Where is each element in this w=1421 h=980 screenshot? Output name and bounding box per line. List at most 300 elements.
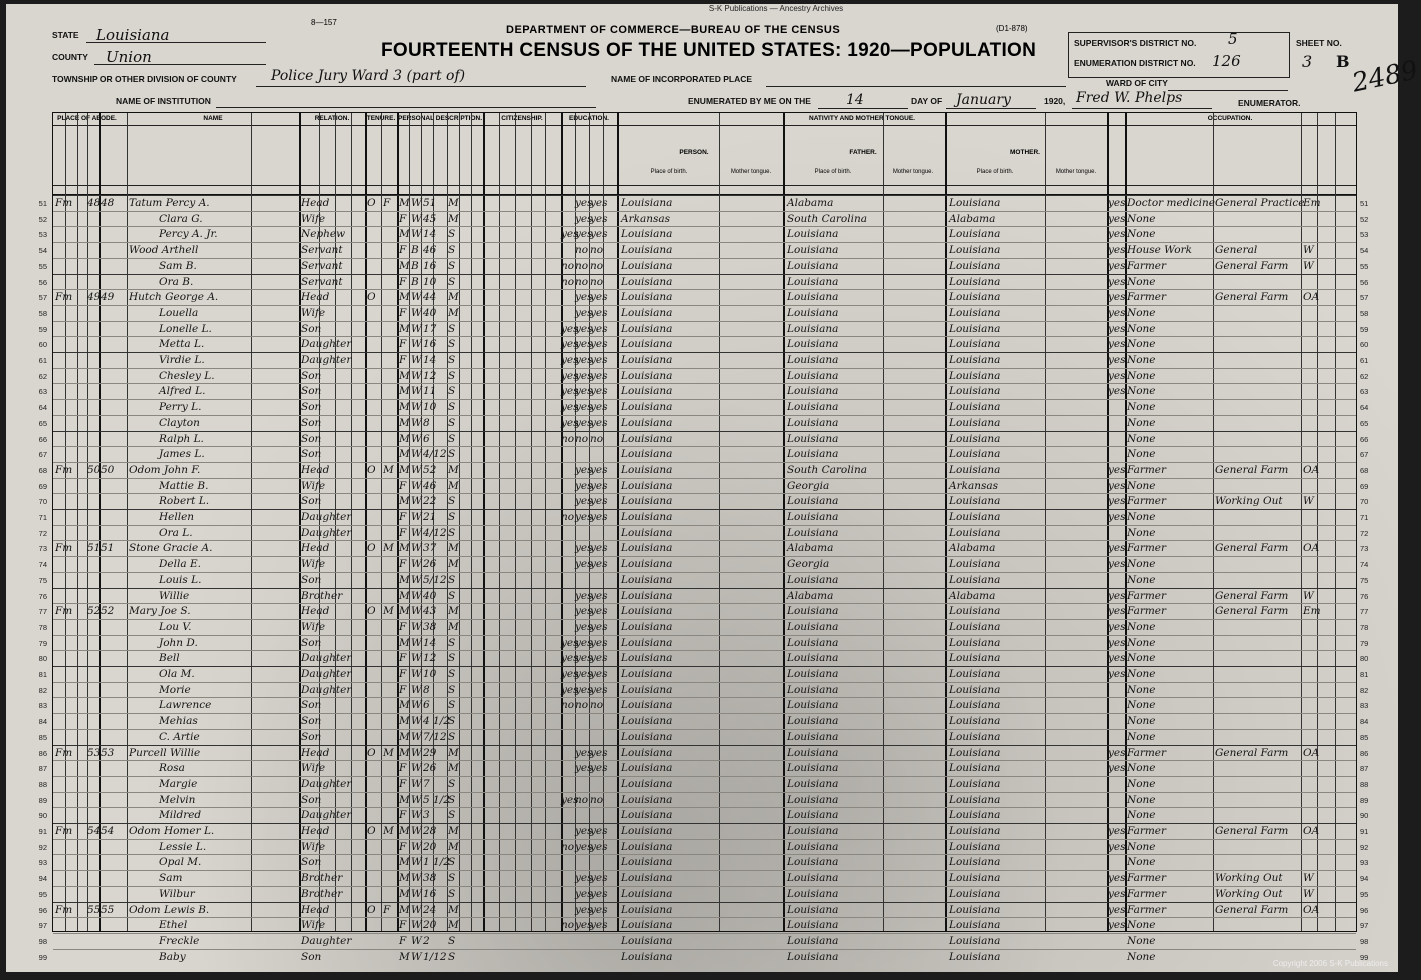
- age-cell: 12: [423, 652, 437, 665]
- relation-cell: Wife: [301, 558, 326, 571]
- relation-cell: Son: [301, 369, 322, 382]
- township-value: Police Jury Ward 3 (part of): [271, 68, 466, 84]
- occupation-cell: House Work: [1127, 244, 1192, 257]
- sex-cell: M: [399, 746, 410, 759]
- birthplace-cell: Louisiana: [621, 511, 673, 523]
- mother-birthplace-cell: Louisiana: [949, 715, 1001, 728]
- father-birthplace-cell: Louisiana: [787, 573, 839, 586]
- sex-cell: M: [399, 950, 410, 963]
- write-cell: yes: [590, 605, 608, 618]
- occupation-cell: None: [1127, 338, 1156, 351]
- school-cell: yes: [561, 683, 579, 696]
- line-number: 58: [38, 308, 47, 318]
- write-cell: yes: [590, 354, 608, 366]
- school-cell: yes: [561, 354, 579, 366]
- name-cell: Lessie L.: [159, 840, 207, 853]
- person-birth-head: Place of birth.: [650, 169, 688, 175]
- occupation-cell: None: [1127, 385, 1156, 398]
- line-number: 51: [38, 199, 47, 208]
- write-cell: yes: [590, 668, 608, 680]
- census-row: [38, 462, 1369, 479]
- name-cell: Purcell Willie: [129, 746, 201, 759]
- name-cell: Willie: [159, 589, 190, 602]
- relation-cell: Son: [301, 730, 322, 743]
- mother-birthplace-cell: Alabama: [949, 542, 996, 555]
- race-cell: W: [411, 715, 422, 728]
- form-number-right: (D1-878): [996, 24, 1028, 33]
- line-number: 61: [38, 356, 47, 365]
- mother-birthplace-cell: Louisiana: [949, 683, 1001, 696]
- read-cell: yes: [575, 511, 593, 523]
- ward-label: WARD OF CITY: [1106, 78, 1168, 88]
- education-group: EDUCATION.: [569, 115, 609, 122]
- industry-cell: General Farm: [1215, 542, 1289, 555]
- write-cell: no: [590, 699, 604, 712]
- read-cell: yes: [575, 652, 593, 665]
- sex-cell: M: [399, 856, 410, 869]
- sex-cell: M: [399, 228, 410, 241]
- mother-birthplace-cell: Louisiana: [949, 526, 1001, 539]
- sex-cell: F: [399, 668, 407, 680]
- enumeration-label: ENUMERATION DISTRICT NO.: [1074, 58, 1196, 68]
- line-number: 55: [38, 261, 47, 271]
- english-cell: yes: [1108, 212, 1126, 225]
- school-cell: yes: [561, 652, 579, 665]
- line-number-right: 92: [1360, 842, 1369, 852]
- line-number-right: 62: [1360, 371, 1369, 381]
- occupation-cell: Farmer: [1127, 463, 1167, 476]
- school-cell: no: [561, 511, 575, 523]
- enumerator-label: ENUMERATOR.: [1238, 98, 1301, 108]
- school-cell: yes: [561, 228, 579, 241]
- fm-cell: Fm: [55, 291, 73, 304]
- name-cell: Hutch George A.: [129, 291, 219, 304]
- line-number: 70: [38, 497, 47, 507]
- birthplace-cell: Louisiana: [621, 558, 673, 571]
- write-cell: yes: [590, 385, 608, 398]
- census-title: FOURTEENTH CENSUS OF THE UNITED STATES: 1920—POPULATION: [381, 40, 1037, 61]
- age-cell: 20: [423, 840, 437, 853]
- age-cell: 38: [423, 872, 437, 885]
- line-number-right: 69: [1360, 481, 1369, 491]
- marital-cell: M: [448, 291, 459, 304]
- birthplace-cell: Louisiana: [621, 950, 673, 963]
- mother-birthplace-cell: Louisiana: [949, 793, 1001, 806]
- mortgage-cell: F: [383, 197, 391, 209]
- age-cell: 17: [423, 322, 437, 335]
- age-cell: 28: [423, 825, 437, 837]
- class-cell: OA: [1303, 746, 1320, 759]
- relation-cell: Daughter: [301, 354, 352, 366]
- birthplace-cell: Louisiana: [621, 903, 673, 916]
- line-number: 68: [38, 465, 47, 475]
- read-cell: yes: [575, 479, 593, 492]
- father-birthplace-cell: Louisiana: [787, 934, 839, 947]
- age-cell: 20: [423, 919, 437, 932]
- marital-cell: S: [448, 793, 456, 806]
- mother-birthplace-cell: Louisiana: [949, 463, 1001, 476]
- birthplace-cell: Louisiana: [621, 244, 673, 257]
- mortgage-cell: M: [383, 605, 394, 618]
- census-row: [38, 870, 1369, 887]
- mother-birthplace-cell: Alabama: [949, 212, 996, 225]
- mother-birthplace-cell: Louisiana: [949, 919, 1001, 932]
- write-cell: yes: [590, 558, 608, 571]
- census-row: [38, 776, 1369, 793]
- marital-cell: S: [448, 652, 456, 665]
- enumeration-value: 126: [1212, 52, 1241, 70]
- birthplace-cell: Louisiana: [621, 856, 673, 869]
- age-cell: 2: [423, 934, 430, 947]
- marital-cell: S: [448, 573, 456, 586]
- family-cell: 55: [101, 903, 115, 916]
- age-cell: 1/12: [423, 950, 447, 963]
- line-number: 74: [38, 560, 47, 570]
- age-cell: 43: [423, 605, 437, 618]
- line-number: 89: [38, 795, 47, 805]
- industry-cell: General Farm: [1215, 259, 1289, 272]
- sex-cell: F: [399, 511, 407, 523]
- age-cell: 4/12: [423, 448, 447, 461]
- occupation-cell: None: [1127, 526, 1156, 539]
- read-cell: yes: [575, 589, 593, 602]
- sex-cell: M: [399, 369, 410, 382]
- line-number-right: 65: [1360, 418, 1369, 428]
- supervisor-value: 5: [1228, 30, 1238, 48]
- relation-cell: Wife: [301, 762, 326, 775]
- class-cell: W: [1303, 244, 1314, 257]
- line-number-right: 94: [1360, 874, 1369, 884]
- read-cell: yes: [575, 872, 593, 885]
- occupation-cell: None: [1127, 620, 1156, 633]
- write-cell: no: [590, 275, 604, 288]
- name-cell: Virdie L.: [159, 354, 205, 366]
- father-birthplace-cell: Alabama: [787, 197, 834, 209]
- occupation-cell: None: [1127, 652, 1156, 665]
- birthplace-cell: Louisiana: [621, 715, 673, 728]
- census-row: [38, 226, 1369, 243]
- census-row: [38, 682, 1369, 699]
- sex-cell: F: [399, 338, 407, 351]
- census-row: [38, 949, 1369, 966]
- read-cell: no: [575, 259, 589, 272]
- read-cell: yes: [575, 620, 593, 633]
- occupation-cell: Farmer: [1127, 825, 1167, 837]
- name-cell: Lawrence: [159, 699, 212, 712]
- occupation-cell: Farmer: [1127, 542, 1167, 555]
- age-cell: 7/12: [423, 730, 447, 743]
- birthplace-cell: Louisiana: [621, 275, 673, 288]
- mother-birthplace-cell: Louisiana: [949, 511, 1001, 523]
- race-cell: W: [411, 746, 422, 759]
- census-grid: [38, 112, 1369, 963]
- mother-birthplace-cell: Louisiana: [949, 699, 1001, 712]
- supervisor-label: SUPERVISOR'S DISTRICT NO.: [1074, 38, 1197, 48]
- mother-birthplace-cell: Louisiana: [949, 636, 1001, 649]
- sex-cell: M: [399, 322, 410, 335]
- industry-cell: General Practice: [1215, 197, 1305, 209]
- birthplace-cell: Louisiana: [621, 291, 673, 304]
- marital-cell: S: [448, 887, 456, 900]
- line-number: 72: [38, 528, 47, 538]
- read-cell: yes: [575, 416, 593, 429]
- relation-cell: Head: [301, 197, 330, 209]
- read-cell: yes: [575, 542, 593, 555]
- sex-cell: M: [399, 903, 410, 916]
- birthplace-cell: Louisiana: [621, 306, 673, 319]
- marital-cell: M: [448, 762, 459, 775]
- read-cell: yes: [575, 636, 593, 649]
- birthplace-cell: Louisiana: [621, 526, 673, 539]
- age-cell: 22: [423, 495, 437, 508]
- census-row: [38, 211, 1369, 228]
- birthplace-cell: Louisiana: [621, 668, 673, 680]
- write-cell: yes: [590, 338, 608, 351]
- line-number-right: 59: [1360, 324, 1369, 334]
- father-birthplace-cell: Louisiana: [787, 416, 839, 429]
- age-cell: 51: [423, 197, 437, 209]
- race-cell: W: [411, 401, 422, 414]
- occupation-cell: None: [1127, 228, 1156, 241]
- write-cell: yes: [590, 495, 608, 508]
- line-number-right: 91: [1360, 827, 1369, 836]
- sex-cell: M: [399, 793, 410, 806]
- fm-cell: Fm: [55, 903, 73, 916]
- mother-birthplace-cell: Louisiana: [949, 228, 1001, 241]
- father-birthplace-cell: Louisiana: [787, 244, 839, 257]
- mother-birthplace-cell: Louisiana: [949, 668, 1001, 680]
- stamp-number: 2489: [1349, 55, 1421, 99]
- age-cell: 14: [423, 636, 437, 649]
- age-cell: 38: [423, 620, 437, 633]
- mother-birthplace-cell: Louisiana: [949, 338, 1001, 351]
- sex-cell: M: [399, 291, 410, 304]
- nativity-group: NATIVITY AND MOTHER TONGUE.: [809, 115, 915, 122]
- age-cell: 37: [423, 542, 437, 555]
- census-row: [38, 242, 1369, 259]
- read-cell: yes: [575, 919, 593, 932]
- sex-cell: F: [399, 620, 407, 633]
- personal-group: PERSONAL DESCRIPTION.: [397, 115, 483, 122]
- occupation-cell: None: [1127, 354, 1156, 366]
- line-number-right: 71: [1360, 513, 1369, 522]
- name-cell: Freckle: [159, 934, 200, 947]
- county-value: Union: [106, 48, 152, 66]
- relation-cell: Son: [301, 699, 322, 712]
- line-number: 64: [38, 403, 47, 413]
- census-row: [38, 493, 1369, 510]
- name-cell: Hellen: [159, 511, 195, 523]
- father-birthplace-cell: Louisiana: [787, 275, 839, 288]
- name-cell: Ethel: [159, 919, 188, 932]
- school-cell: no: [561, 919, 575, 932]
- read-cell: yes: [575, 762, 593, 775]
- write-cell: yes: [590, 369, 608, 382]
- sex-cell: M: [399, 605, 410, 618]
- line-number: 87: [38, 764, 47, 774]
- line-number-right: 80: [1360, 654, 1369, 664]
- sex-cell: F: [399, 306, 407, 319]
- birthplace-cell: Louisiana: [621, 730, 673, 743]
- dwelling-cell: 53: [87, 746, 101, 759]
- dwelling-cell: 54: [87, 825, 101, 837]
- age-cell: 52: [423, 463, 437, 476]
- industry-cell: General Farm: [1215, 589, 1289, 602]
- english-cell: yes: [1108, 338, 1126, 351]
- line-number-right: 67: [1360, 450, 1369, 460]
- mortgage-cell: F: [383, 903, 391, 916]
- occupation-cell: Farmer: [1127, 872, 1167, 885]
- line-number-right: 89: [1360, 795, 1369, 805]
- industry-cell: Working Out: [1215, 887, 1283, 900]
- line-number: 93: [38, 858, 47, 868]
- marital-cell: S: [448, 244, 456, 257]
- census-row: [38, 792, 1369, 809]
- name-cell: Clayton: [159, 416, 200, 429]
- family-cell: 48: [101, 197, 115, 209]
- sex-cell: M: [399, 259, 410, 272]
- read-cell: no: [575, 793, 589, 806]
- line-number: 73: [38, 544, 47, 554]
- sex-cell: M: [399, 495, 410, 508]
- read-cell: no: [575, 432, 589, 445]
- marital-cell: S: [448, 401, 456, 414]
- name-cell: Mary Joe S.: [129, 605, 191, 618]
- occupation-cell: Doctor medicine: [1127, 197, 1215, 209]
- race-cell: W: [411, 620, 422, 633]
- age-cell: 4/12: [423, 526, 447, 539]
- publisher-line: S-K Publications — Ancestry Archives: [708, 4, 844, 13]
- occupation-cell: Farmer: [1127, 887, 1167, 900]
- age-cell: 26: [423, 762, 437, 775]
- sex-cell: M: [399, 715, 410, 728]
- father-birthplace-cell: Louisiana: [787, 762, 839, 775]
- class-cell: OA: [1303, 542, 1320, 555]
- relation-cell: Daughter: [301, 338, 352, 351]
- father-birthplace-cell: Louisiana: [787, 511, 839, 523]
- mother-birthplace-cell: Louisiana: [949, 448, 1001, 461]
- fm-cell: Fm: [55, 542, 73, 555]
- marital-cell: S: [448, 259, 456, 272]
- write-cell: yes: [590, 322, 608, 335]
- sex-cell: M: [399, 197, 410, 209]
- census-row: [38, 368, 1369, 385]
- relation-cell: Son: [301, 793, 322, 806]
- write-cell: yes: [590, 197, 608, 209]
- name-group: NAME: [203, 115, 223, 122]
- relation-cell: Son: [301, 950, 322, 963]
- birthplace-cell: Louisiana: [621, 573, 673, 586]
- occupation-cell: None: [1127, 448, 1156, 461]
- occupation-cell: Farmer: [1127, 746, 1167, 759]
- read-cell: yes: [575, 228, 593, 241]
- marital-cell: M: [448, 620, 459, 633]
- age-cell: 40: [423, 589, 437, 602]
- enumerator-line: [1072, 108, 1212, 109]
- race-cell: W: [411, 793, 422, 806]
- write-cell: yes: [590, 746, 608, 759]
- sex-cell: F: [399, 934, 407, 947]
- english-cell: yes: [1108, 244, 1126, 257]
- form-number: 8—157: [311, 18, 337, 27]
- sex-cell: M: [399, 448, 410, 461]
- relation-cell: Wife: [301, 919, 326, 932]
- relation-cell: Brother: [301, 887, 343, 900]
- birthplace-cell: Louisiana: [621, 809, 673, 822]
- line-number: 92: [38, 842, 47, 852]
- birthplace-cell: Louisiana: [621, 259, 673, 272]
- line-number: 79: [38, 638, 47, 648]
- mother-birthplace-cell: Louisiana: [949, 558, 1001, 571]
- mother-birthplace-cell: Louisiana: [949, 652, 1001, 665]
- census-row: [38, 760, 1369, 777]
- incorporated-label: NAME OF INCORPORATED PLACE: [611, 74, 753, 84]
- race-cell: W: [411, 652, 422, 665]
- industry-cell: General Farm: [1215, 291, 1289, 304]
- census-sheet: [6, 4, 1421, 972]
- marital-cell: S: [448, 495, 456, 508]
- occupation-cell: None: [1127, 809, 1156, 822]
- sex-cell: M: [399, 416, 410, 429]
- marital-cell: S: [448, 856, 456, 869]
- line-number-right: 96: [1360, 905, 1369, 915]
- line-number: 54: [38, 246, 47, 256]
- english-cell: yes: [1108, 259, 1126, 272]
- birthplace-cell: Louisiana: [621, 777, 673, 790]
- race-cell: W: [411, 809, 422, 822]
- race-cell: W: [411, 777, 422, 790]
- race-cell: W: [411, 479, 422, 492]
- birthplace-cell: Louisiana: [621, 448, 673, 461]
- occupation-cell: None: [1127, 479, 1156, 492]
- age-cell: 11: [423, 385, 437, 398]
- birthplace-cell: Louisiana: [621, 589, 673, 602]
- english-cell: yes: [1108, 463, 1126, 476]
- father-birthplace-cell: Louisiana: [787, 306, 839, 319]
- occupation-cell: None: [1127, 416, 1156, 429]
- father-birthplace-cell: Louisiana: [787, 605, 839, 618]
- owned-cell: O: [367, 291, 376, 304]
- race-cell: W: [411, 432, 422, 445]
- name-cell: Robert L.: [159, 495, 210, 508]
- institution-line: [216, 107, 596, 108]
- mother-birthplace-cell: Louisiana: [949, 746, 1001, 759]
- mother-birthplace-cell: Arkansas: [949, 479, 999, 492]
- census-row: [38, 572, 1369, 589]
- line-number: 75: [38, 575, 47, 585]
- mother-birthplace-cell: Louisiana: [949, 809, 1001, 822]
- line-number-right: 72: [1360, 528, 1369, 538]
- marital-cell: S: [448, 730, 456, 743]
- mother-birthplace-cell: Louisiana: [949, 259, 1001, 272]
- sex-cell: M: [399, 542, 410, 555]
- industry-cell: Working Out: [1215, 495, 1283, 508]
- read-cell: yes: [575, 401, 593, 414]
- age-cell: 16: [423, 887, 437, 900]
- family-cell: 49: [101, 291, 115, 304]
- occupation-cell: Farmer: [1127, 589, 1167, 602]
- occupation-cell: None: [1127, 369, 1156, 382]
- year-label: 1920,: [1044, 96, 1066, 106]
- incorporated-line: [766, 86, 1066, 87]
- relation-cell: Head: [301, 903, 330, 916]
- census-row: [38, 603, 1369, 620]
- birthplace-cell: Louisiana: [621, 620, 673, 633]
- line-number-right: 60: [1360, 340, 1369, 350]
- english-cell: yes: [1108, 197, 1126, 209]
- marital-cell: M: [448, 558, 459, 571]
- line-number: 65: [38, 418, 47, 428]
